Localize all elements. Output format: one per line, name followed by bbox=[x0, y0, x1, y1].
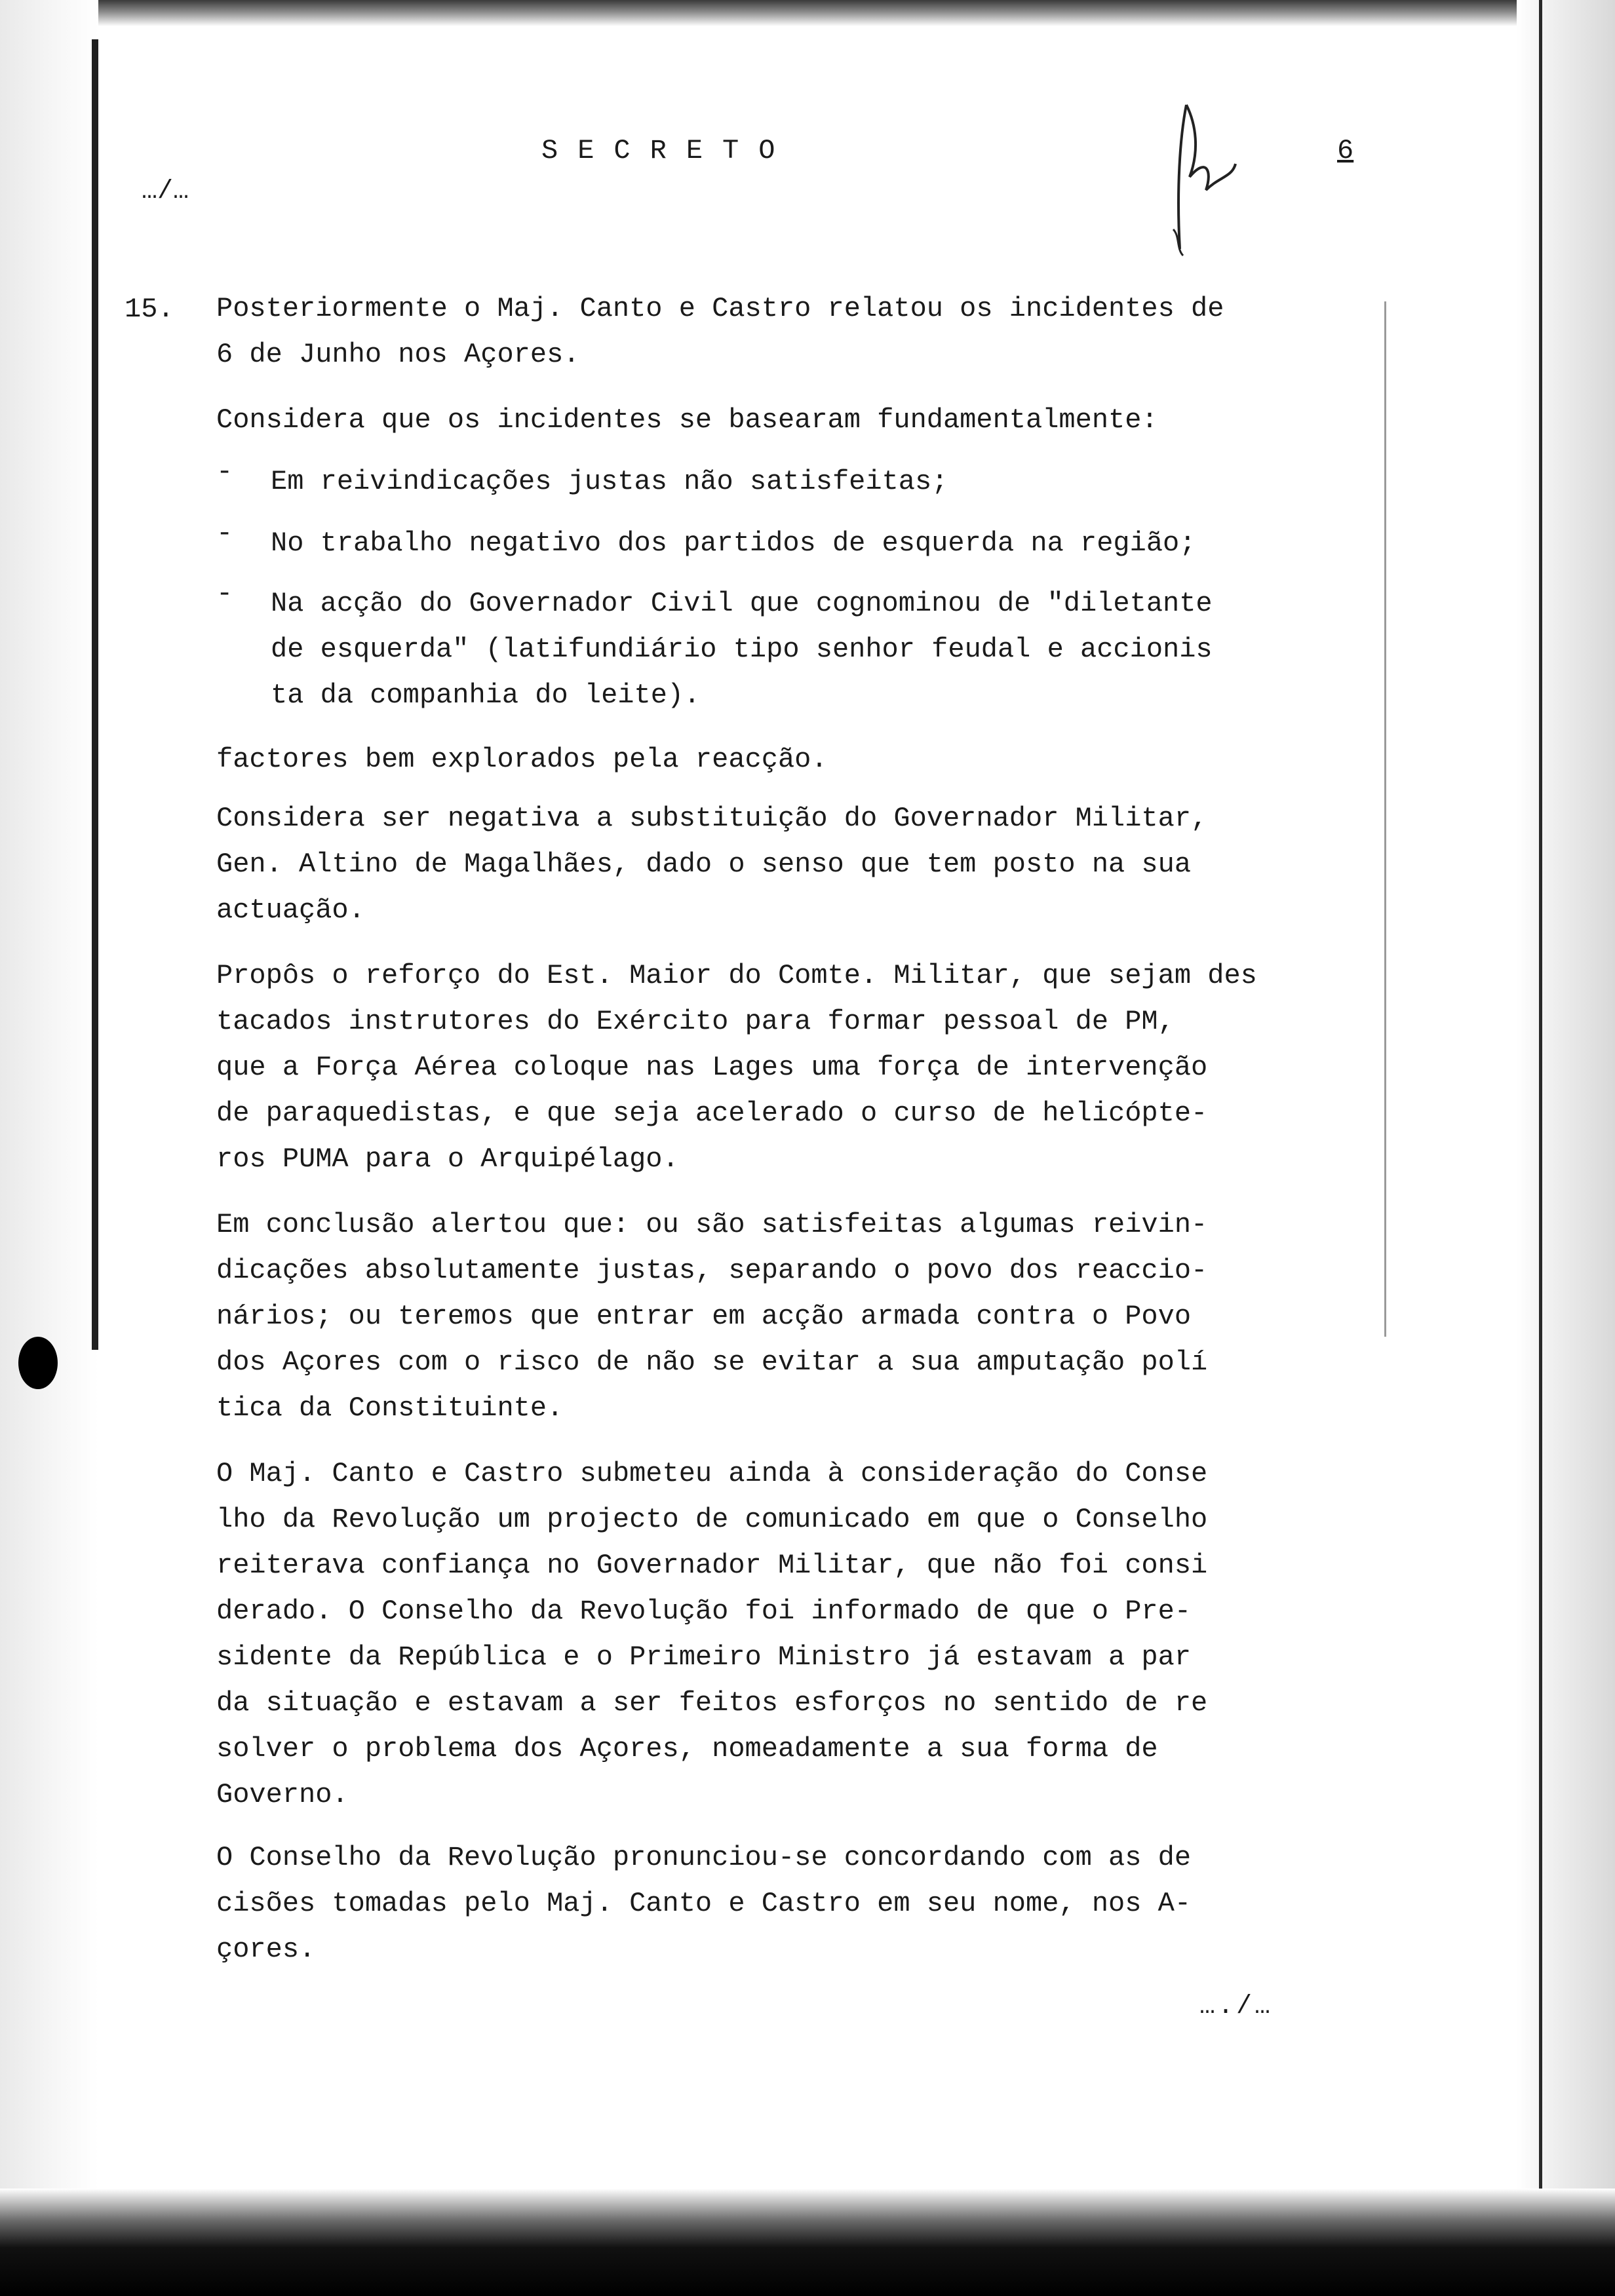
margin-mark-line bbox=[1384, 301, 1386, 1337]
paragraph-7: O Maj. Canto e Castro submeteu ainda à consideração do Conse lho da Revolução um projecto de comunicado em que o Conselho reiterava confiança no Governador Militar, que não foi consi derado. O Conselho da Revolução foi informado de que o Pre- sidente da República e o Primeiro Ministro já estavam a par da situação e estavam a ser feitos esforços no sentido de re solver o problema dos Açores, nomeadamente a sua forma de Governo. bbox=[216, 1458, 1208, 1810]
paragraph-2: Considera que os incidentes se basearam fundamentalmente: bbox=[216, 404, 1158, 436]
list-item: Na acção do Governador Civil que cognominou de "diletante de esquerda" (latifundiário tipo senhor feudal e accionis ta da companhia do leite). bbox=[271, 588, 1213, 711]
paragraph-3: factores bem explorados pela reacção. bbox=[216, 744, 828, 775]
list-item: Em reivindicações justas não satisfeitas; bbox=[271, 466, 948, 497]
handwritten-initials bbox=[1160, 98, 1291, 269]
page-number: 6 bbox=[1337, 135, 1354, 166]
paragraph-5: Propôs o reforço do Est. Maior do Comte. Militar, que sejam des tacados instrutores do Exército para formar pessoal de PM, que a Força Aérea coloque nas Lages uma força de intervenção de paraquedistas, e que seja acelerado o curso de helicópte- ros PUMA para o Arquipélago. bbox=[216, 960, 1257, 1175]
continuation-mark-top: …/… bbox=[142, 177, 189, 206]
list-bullet: - bbox=[216, 578, 233, 609]
list-bullet: - bbox=[216, 456, 233, 488]
paragraph-6: Em conclusão alertou que: ou são satisfeitas algumas reivin- dicações absolutamente justas, separando o povo dos reaccio- nários; ou teremos que entrar em acção armada contra o Povo dos Açores com o risco de não se evitar a sua amputação polí tica da Constituinte. bbox=[216, 1209, 1208, 1424]
list-bullet: - bbox=[216, 518, 233, 549]
section-number: 15. bbox=[125, 294, 174, 325]
list-item: No trabalho negativo dos partidos de esquerda na região; bbox=[271, 527, 1196, 559]
classification-header: SECRETO bbox=[541, 135, 795, 166]
paragraph-1: Posteriormente o Maj. Canto e Castro relatou os incidentes de 6 de Junho nos Açores. bbox=[216, 293, 1224, 370]
continuation-mark-bottom: …./… bbox=[1199, 1992, 1274, 2021]
paragraph-4: Considera ser negativa a substituição do Governador Militar, Gen. Altino de Magalhães, dado o senso que tem posto na sua actuação. bbox=[216, 803, 1208, 926]
paragraph-8: O Conselho da Revolução pronunciou-se concordando com as de cisões tomadas pelo Maj. Canto e Castro em seu nome, nos A- çores. bbox=[216, 1842, 1192, 1965]
